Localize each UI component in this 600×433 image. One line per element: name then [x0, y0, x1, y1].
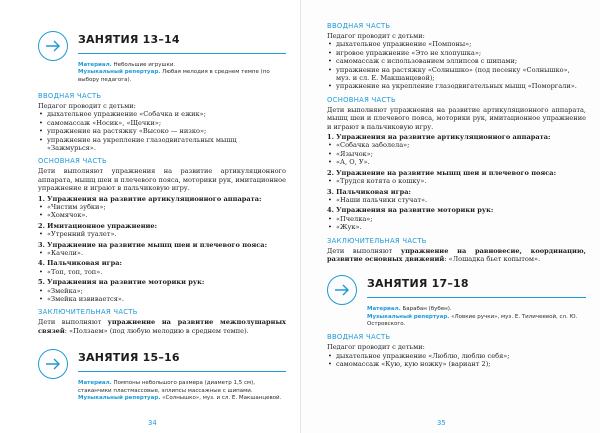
section-text: Педагог проводит с детьми:: [38, 101, 136, 110]
lesson-title: ЗАНЯТИЯ 15–16: [78, 351, 180, 365]
intro-list: [327, 40, 586, 90]
exercise-group-title: 4. Пальчиковая игра:: [38, 259, 122, 268]
section-heading: ВВОДНАЯ ЧАСТЬ: [327, 333, 391, 342]
list-item: • «Змейка извивается».: [38, 295, 286, 303]
list-item: • «Чистим зубки»;: [38, 203, 286, 211]
section-heading: ОСНОВНАЯ ЧАСТЬ: [327, 95, 396, 104]
arrow-right-icon: [38, 31, 68, 61]
list-item: • «Змейка»;: [38, 287, 286, 295]
exercise-list: [327, 141, 586, 166]
exercise-group-title: 5. Упражнения на развитие моторики рук:: [38, 278, 205, 287]
list-item: • дыхательное упражнение «Собачка и ежик»;: [38, 110, 286, 118]
header-rule: [78, 53, 286, 54]
exercise-list: [38, 287, 286, 304]
text-run: Дети выполняют: [327, 246, 401, 255]
list-item: • упражнение на растяжку «Высоко — низко»;: [38, 127, 286, 135]
section-text: Дети выполняют упражнения на развитие артикуляционного аппарата, мышц шеи и плечевого пояса, моторики рук, имитационное упражнение и играют в пальчиковую игру.: [38, 167, 286, 193]
exercise-list: [38, 249, 286, 257]
intro-list: [327, 352, 586, 369]
section-heading: ЗАКЛЮЧИТЕЛЬНАЯ ЧАСТЬ: [38, 308, 138, 317]
material-label: Материал.: [78, 62, 112, 68]
section-text: Дети выполняют упражнения на развитие артикуляционного аппарата, мышц шеи и плечевого пояса, моторики рук, имитационное упражнение и играют в пальчиковую игру.: [327, 105, 586, 131]
exercise-group-title: 1. Упражнения на развитие артикуляционного аппарата:: [327, 133, 551, 142]
intro-list: [38, 110, 286, 152]
header-rule: [367, 297, 586, 298]
list-item: • упражнение на укрепление глазодвигательных мышц «Поморгали».: [327, 82, 586, 90]
material-text: Барабан (бубен).: [400, 306, 452, 313]
lesson-header: [38, 31, 286, 65]
list-item: • самомассаж с использованием эллипсов с шипами;: [327, 57, 586, 65]
text-run-bold: упражнение на развитие межполушарных связей: [38, 318, 286, 335]
exercise-group-title: 4. Упражнения на развитие моторики рук:: [327, 206, 494, 215]
list-item: • игровое упражнение «Это не хлопушка»;: [327, 49, 586, 57]
material-text: Помпоны небольшого размера (диаметр 1,5 см), стаканчики пластмассовые, эллипсы массажные с шипами.: [78, 380, 256, 394]
exercise-group-title: 3. Упражнение на развитие мышц шеи и плечевого пояса:: [38, 240, 268, 249]
page-number: 34: [148, 419, 157, 427]
section-heading: ЗАКЛЮЧИТЕЛЬНАЯ ЧАСТЬ: [327, 236, 427, 245]
text-run: : «Ползаем» (под любую мелодию в среднем темпе).: [64, 326, 249, 335]
lesson-title: ЗАНЯТИЯ 17–18: [367, 277, 469, 291]
exercise-list: [38, 268, 286, 276]
list-item: • «Утренний туалет».: [38, 230, 286, 238]
music-text: «Ловкие ручки», муз. Е. Тиличеевой, сл. Ю. Островского.: [367, 313, 578, 327]
exercise-list: [327, 196, 586, 204]
music-label: Музыкальный репертуар.: [78, 69, 161, 76]
text-run: : «Лошадка бьет копытом».: [444, 254, 541, 263]
exercise-list: [38, 203, 286, 220]
list-item: • упражнение на укрепление глазодвигательных мышц «Зажмурься».: [38, 136, 286, 153]
section-text: [327, 247, 586, 264]
music-label: Музыкальный репертуар.: [78, 394, 161, 401]
arrow-right-icon: [38, 349, 68, 379]
list-item: • «Хомячок».: [38, 211, 286, 219]
exercise-group-title: 3. Пальчиковая игра:: [327, 187, 411, 196]
section-text: Педагог проводит с детьми:: [327, 32, 425, 40]
list-item: • «Трудся котята о кошку».: [327, 177, 586, 185]
lesson-title: ЗАНЯТИЯ 13–14: [78, 33, 180, 46]
music-note: [78, 69, 286, 84]
list-item: • дыхательное упражнение «Люблю, люблю себя»;: [327, 352, 586, 360]
list-item: • «Пчелка»;: [327, 215, 586, 223]
list-item: • «Наши пальчики стучат».: [327, 196, 586, 204]
lesson-header: [38, 349, 286, 383]
list-item: • дыхательное упражнение «Помпоны»;: [327, 40, 586, 48]
section-heading: ВВОДНАЯ ЧАСТЬ: [38, 91, 102, 100]
text-run: Дети выполняют: [38, 318, 108, 327]
list-item: • самомассаж «Кую, кую ножку» (вариант 2);: [327, 360, 586, 368]
lesson-header: [327, 275, 586, 309]
list-item: • «Топ, топ, топ».: [38, 268, 286, 276]
arrow-right-icon: [327, 275, 357, 305]
list-item: • самомассаж «Носик», «Щечки»;: [38, 119, 286, 127]
section-text: [38, 318, 286, 335]
music-label: Музыкальный репертуар.: [367, 313, 450, 320]
music-text: «Солнышко», муз. и сл. Е. Макшанцевой.: [160, 394, 282, 401]
exercise-list: [327, 215, 586, 232]
music-note: [78, 395, 286, 402]
right-page: [300, 0, 600, 433]
list-item: • упражнение на растяжку «Солнышко» (под песенку «Солнышко», муз. и сл. Е. Макшанцевой);: [327, 66, 586, 83]
list-item: • «Собачка заболела»;: [327, 141, 586, 149]
material-label: Материал.: [367, 306, 401, 313]
list-item: • «Качели».: [38, 249, 286, 257]
material-text: Небольшие игрушки.: [111, 62, 176, 68]
material-label: Материал.: [78, 380, 112, 387]
list-item: • «Язычок»;: [327, 150, 586, 158]
section-heading: ВВОДНАЯ ЧАСТЬ: [327, 22, 391, 30]
list-item: • «Жук».: [327, 223, 586, 231]
music-note: [367, 314, 586, 329]
section-heading: ОСНОВНАЯ ЧАСТЬ: [38, 157, 107, 166]
page-number: 35: [437, 419, 446, 427]
exercise-group-title: 2. Имитационное упражнение:: [38, 221, 158, 230]
exercise-list: [327, 177, 586, 185]
list-item: • «А, О, У».: [327, 158, 586, 166]
exercise-list: [38, 230, 286, 238]
text-run-bold: упражнение на равновесие, координацию, развитие основных движений: [327, 246, 586, 263]
header-rule: [78, 371, 286, 372]
exercise-group-title: 1. Упражнения на развитие артикуляционного аппарата:: [38, 194, 262, 203]
section-text: Педагог проводит с детьми:: [327, 343, 425, 352]
exercise-group-title: 2. Упражнение на развитие мышц шеи и плечевого пояса:: [327, 168, 557, 177]
music-text: Любая мелодия в среднем темпе (по выбору педагога).: [78, 69, 270, 83]
